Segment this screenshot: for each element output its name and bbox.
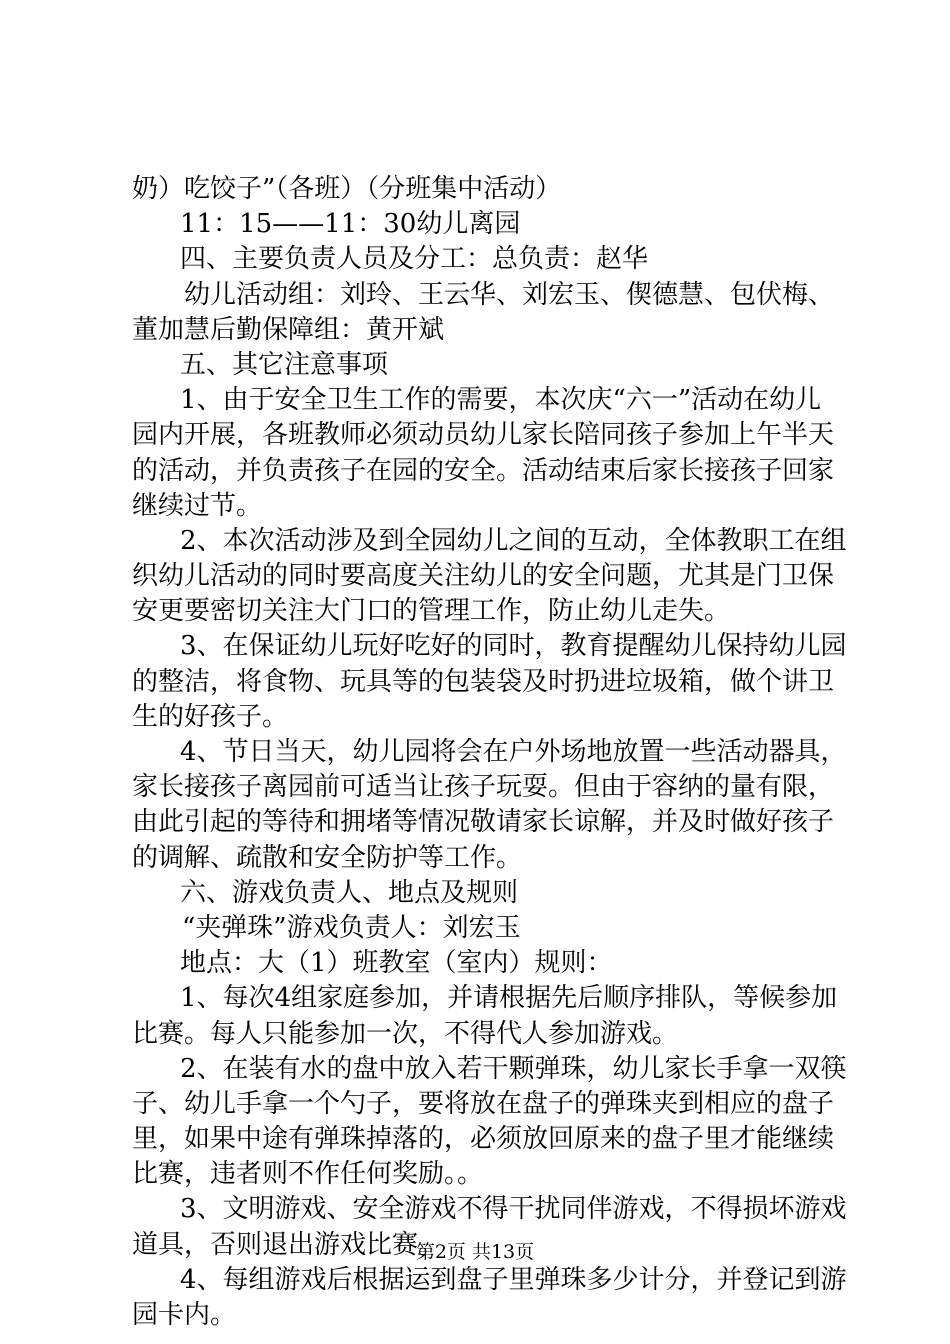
text-line: 的活动，并负责孩子在园的安全。活动结束后家长接孩子回家	[132, 455, 835, 486]
text-line: 比赛，违者则不作任何奖励。。	[132, 1159, 484, 1190]
text-line: “夹弹珠”游戏负责人：刘宏玉	[182, 912, 521, 943]
text-line: 四、主要负责人员及分工：总负责：赵华	[180, 244, 649, 275]
text-line: 1、由于安全卫生工作的需要，本次庆“六一”活动在幼儿	[180, 385, 822, 416]
text-line: 11：15——11：30幼儿离园	[180, 209, 521, 240]
text-line: 安更要密切关注大门口的管理工作，防止幼儿走失。	[132, 596, 731, 627]
text-line: 4、每组游戏后根据运到盘子里弹珠多少计分，并登记到游	[180, 1264, 847, 1295]
document-body	[132, 172, 847, 1333]
text-line: 里，如果中途有弹珠掉落的，必须放回原来的盘子里才能继续	[132, 1124, 835, 1155]
text-line: 幼儿活动组：刘玲、王云华、刘宏玉、偰德慧、包伏梅、	[184, 279, 835, 310]
text-line: 五、其它注意事项	[180, 349, 389, 380]
text-line: 生的好孩子。	[132, 701, 289, 732]
text-line: 3、文明游戏、安全游戏不得干扰同伴游戏，不得损坏游戏	[180, 1194, 847, 1225]
text-line: 2、在装有水的盘中放入若干颗弹珠，幼儿家长手拿一双筷	[180, 1053, 847, 1084]
text-line: 园卡内。	[132, 1300, 237, 1330]
text-line: 地点：大（1）班教室（室内）规则：	[180, 948, 613, 979]
text-line: 2、本次活动涉及到全园幼儿之间的互动，全体教职工在组	[180, 525, 847, 556]
text-line: 由此引起的等待和拥堵等情况敬请家长谅解，并及时做好孩子	[132, 807, 835, 838]
text-line: 继续过节。	[132, 490, 263, 521]
text-line: 董加慧后勤保障组：黄开斌	[132, 314, 445, 345]
text-line: 比赛。每人只能参加一次，不得代人参加游戏。	[132, 1018, 679, 1049]
text-line: 子、幼儿手拿一个勺子，要将放在盘子的弹珠夹到相应的盘子	[132, 1088, 835, 1119]
page-number-footer: 第2页 共13页	[415, 1241, 535, 1263]
text-line: 织幼儿活动的同时要高度关注幼儿的安全问题，尤其是门卫保	[132, 561, 835, 592]
text-line: 3、在保证幼儿玩好吃好的同时，教育提醒幼儿保持幼儿园	[180, 631, 847, 662]
text-line: 六、游戏负责人、地点及规则	[180, 877, 519, 908]
text-line: 家长接孩子离园前可适当让孩子玩耍。但由于容纳的量有限，	[132, 772, 835, 803]
text-line: 奶）吃饺子”（各班）（分班集中活动）	[132, 174, 562, 204]
text-line: 4、节日当天，幼儿园将会在户外场地放置一些活动器具，	[180, 737, 847, 767]
text-line: 1、每次4组家庭参加，并请根据先后顺序排队，等候参加	[180, 983, 838, 1014]
text-line: 道具，否则退出游戏比赛。	[132, 1229, 445, 1260]
text-line: 的调解、疏散和安全防护等工作。	[132, 842, 523, 873]
text-line: 园内开展，各班教师必须动员幼儿家长陪同孩子参加上午半天	[132, 420, 835, 451]
text-line: 的整洁，将食物、玩具等的包装袋及时扔进垃圾箱，做个讲卫	[132, 666, 835, 697]
